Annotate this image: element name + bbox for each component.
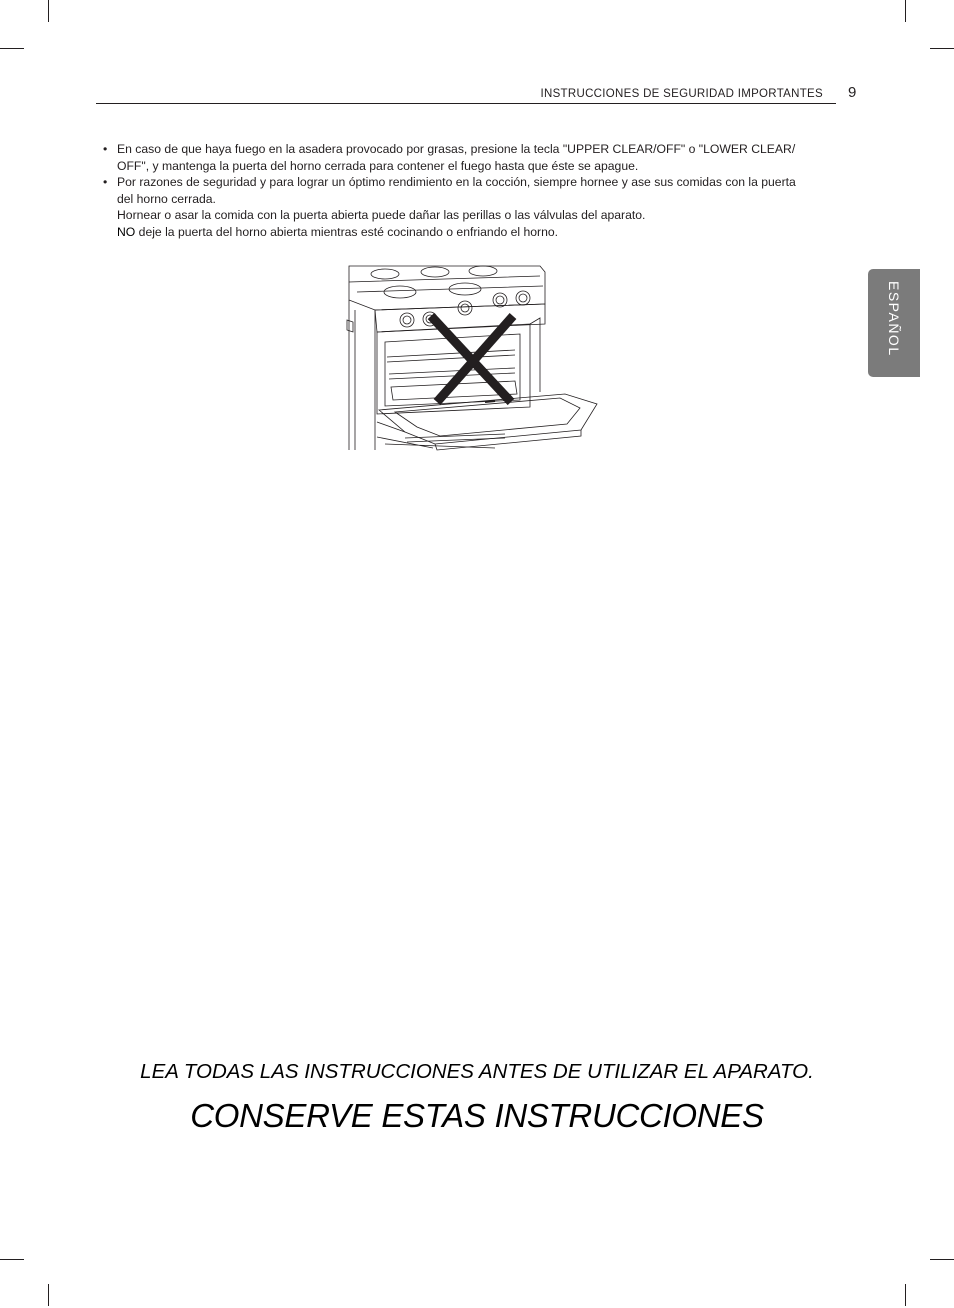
page-number: 9 [848,84,857,101]
header-rule [96,103,836,104]
crop-mark [48,0,49,22]
oven-illustration-svg [345,262,600,452]
warning-prefix: NO [117,224,136,239]
crop-mark [905,1284,906,1306]
bullet-line: En caso de que haya fuego en la asadera provocado por grasas, presione la tecla "UPPER CLEAR/OFF" o "LOWER CLEAR/ [117,142,796,156]
bullet-item [103,141,863,174]
language-tab [868,269,920,377]
crop-mark [0,48,24,49]
read-instructions-notice: LEA TODAS LAS INSTRUCCIONES ANTES DE UTILIZAR EL APARATO. [140,1060,814,1083]
bullet-dot: • [103,142,108,156]
warning-text: deje la puerta del horno abierta mientras esté cocinando o enfriando el horno. [135,224,559,239]
language-tab-label: ESPAÑOL [886,281,902,357]
bullet-warning-line [117,224,863,241]
crop-mark [930,48,954,49]
bullet-line: Hornear o asar la comida con la puerta abierta puede dañar las perillas o las válvulas del aparato. [117,208,646,222]
crop-mark [905,0,906,22]
bullet-line: Por razones de seguridad y para lograr un óptimo rendimiento en la cocción, siempre hornee y ase sus comidas con la puerta [117,175,796,189]
page-header [96,84,857,104]
bullet-dot: • [103,175,108,189]
crop-mark [48,1284,49,1306]
section-title: INSTRUCCIONES DE SEGURIDAD IMPORTANTES [540,88,823,100]
oven-door-open-illustration [345,262,600,452]
bullet-item [103,174,863,240]
bullet-line: OFF", y mantenga la puerta del horno cerrada para contener el fuego hasta que éste se apague. [117,158,639,173]
crop-mark [0,1259,24,1260]
safety-bullets [103,141,863,240]
bullet-line: del horno cerrada. [117,191,216,206]
crop-mark [930,1259,954,1260]
save-instructions-heading: CONSERVE ESTAS INSTRUCCIONES [190,1097,764,1134]
